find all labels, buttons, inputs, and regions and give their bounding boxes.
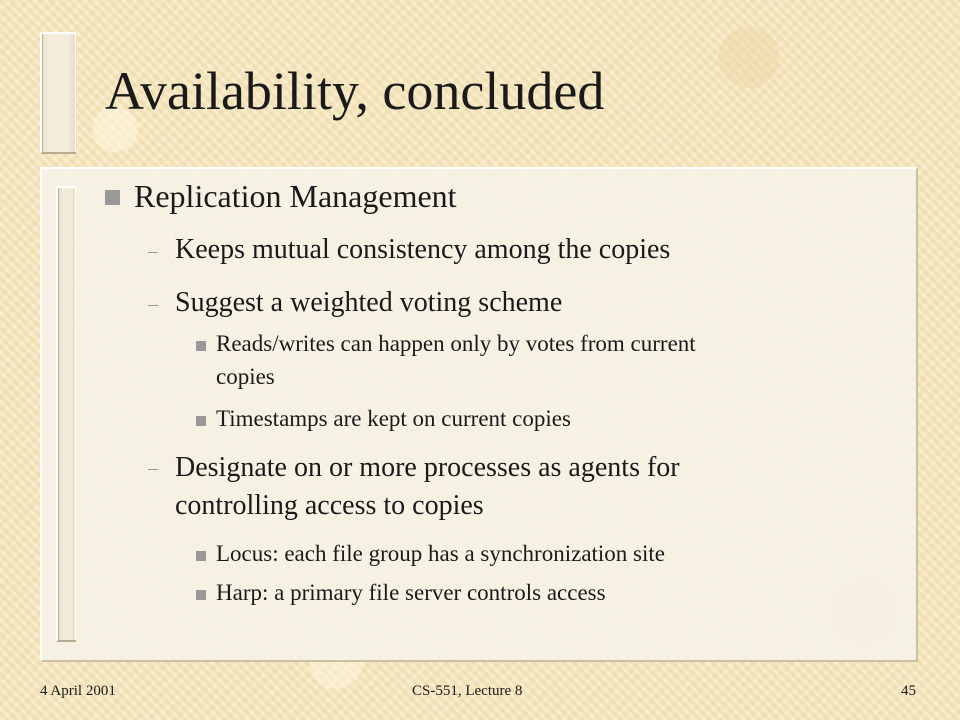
body-accent-bar <box>56 186 76 642</box>
bullet-reads-writes-line2: copies <box>216 364 275 389</box>
bullet-timestamps: Timestamps are kept on current copies <box>216 406 571 431</box>
title-accent-bar <box>40 32 76 154</box>
bullet-weighted-voting: Suggest a weighted voting scheme <box>175 287 563 318</box>
bullet-designate-line1: Designate on or more processes as agents for <box>175 452 680 483</box>
bullet-reads-writes-line1: Reads/writes can happen only by votes from current <box>216 331 696 356</box>
slide-title: Availability, concluded <box>105 61 605 121</box>
footer-course: CS-551, Lecture 8 <box>412 683 523 699</box>
footer-date: 4 April 2001 <box>40 683 116 699</box>
bullet-replication-management: Replication Management <box>134 178 457 214</box>
bullet-designate-line2: controlling access to copies <box>175 490 484 521</box>
footer-page-number: 45 <box>901 683 916 699</box>
bullet-mutual-consistency: Keeps mutual consistency among the copies <box>175 234 671 265</box>
bullet-harp: Harp: a primary file server controls access <box>216 580 606 605</box>
bullet-locus: Locus: each file group has a synchronization site <box>216 541 665 566</box>
content-panel <box>40 167 918 662</box>
